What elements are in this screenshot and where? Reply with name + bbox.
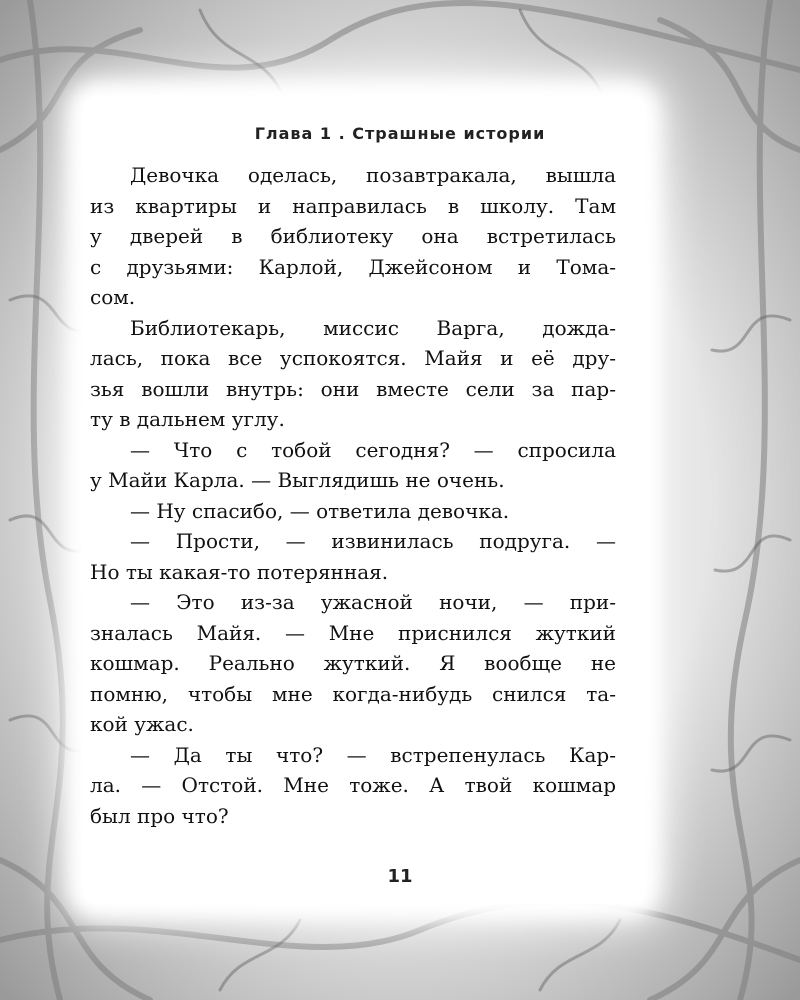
text-line: лась, пока все успокоятся. Майя и её дру-: [90, 346, 616, 370]
text-line: ту в дальнем углу.: [90, 407, 285, 431]
text-line: Библиотекарь, миссис Варга, дожда-: [130, 315, 616, 340]
text-line: помню, чтобы мне когда-нибудь снился та-: [90, 681, 616, 706]
text-line: — Что с тобой сегодня? — спросила: [130, 437, 616, 462]
text-line: у дверей в библиотеку она встретилась: [90, 224, 616, 248]
text-line: зналась Майя. — Мне приснился жуткий: [90, 620, 616, 645]
text-line: кой ужас.: [90, 712, 194, 736]
text-line: Девочка оделась, позавтракала, вышла: [130, 163, 616, 187]
text-line: кошмар. Реально жуткий. Я вообще не: [90, 651, 616, 675]
text-line: из квартиры и направилась в школу. Там: [90, 193, 616, 218]
text-line: Но ты какая-то потерянная.: [90, 559, 389, 584]
text-line: сом.: [90, 285, 136, 309]
text-line: — Ну спасибо, — ответила девочка.: [130, 498, 510, 523]
text-line: — Да ты что? — встрепенулась Кар-: [130, 742, 616, 767]
text-line: зья вошли внутрь: они вместе сели за пар-: [90, 376, 616, 401]
text-line: — Это из-за ужасной ночи, — при-: [130, 590, 616, 614]
text-line: ла. — Отстой. Мне тоже. А твой кошмар: [90, 773, 616, 797]
text-line: с друзьями: Карлой, Джейсоном и Тома-: [90, 254, 616, 279]
page-number: 11: [387, 866, 413, 887]
chapter-title: Глава 1 . Страшные истории: [254, 124, 546, 143]
text-line: у Майи Карла. — Выглядишь не очень.: [90, 468, 505, 492]
text-line: был про что?: [90, 803, 229, 828]
text-line: — Прости, — извинилась подруга. —: [130, 529, 616, 553]
body-text: [90, 160, 616, 831]
